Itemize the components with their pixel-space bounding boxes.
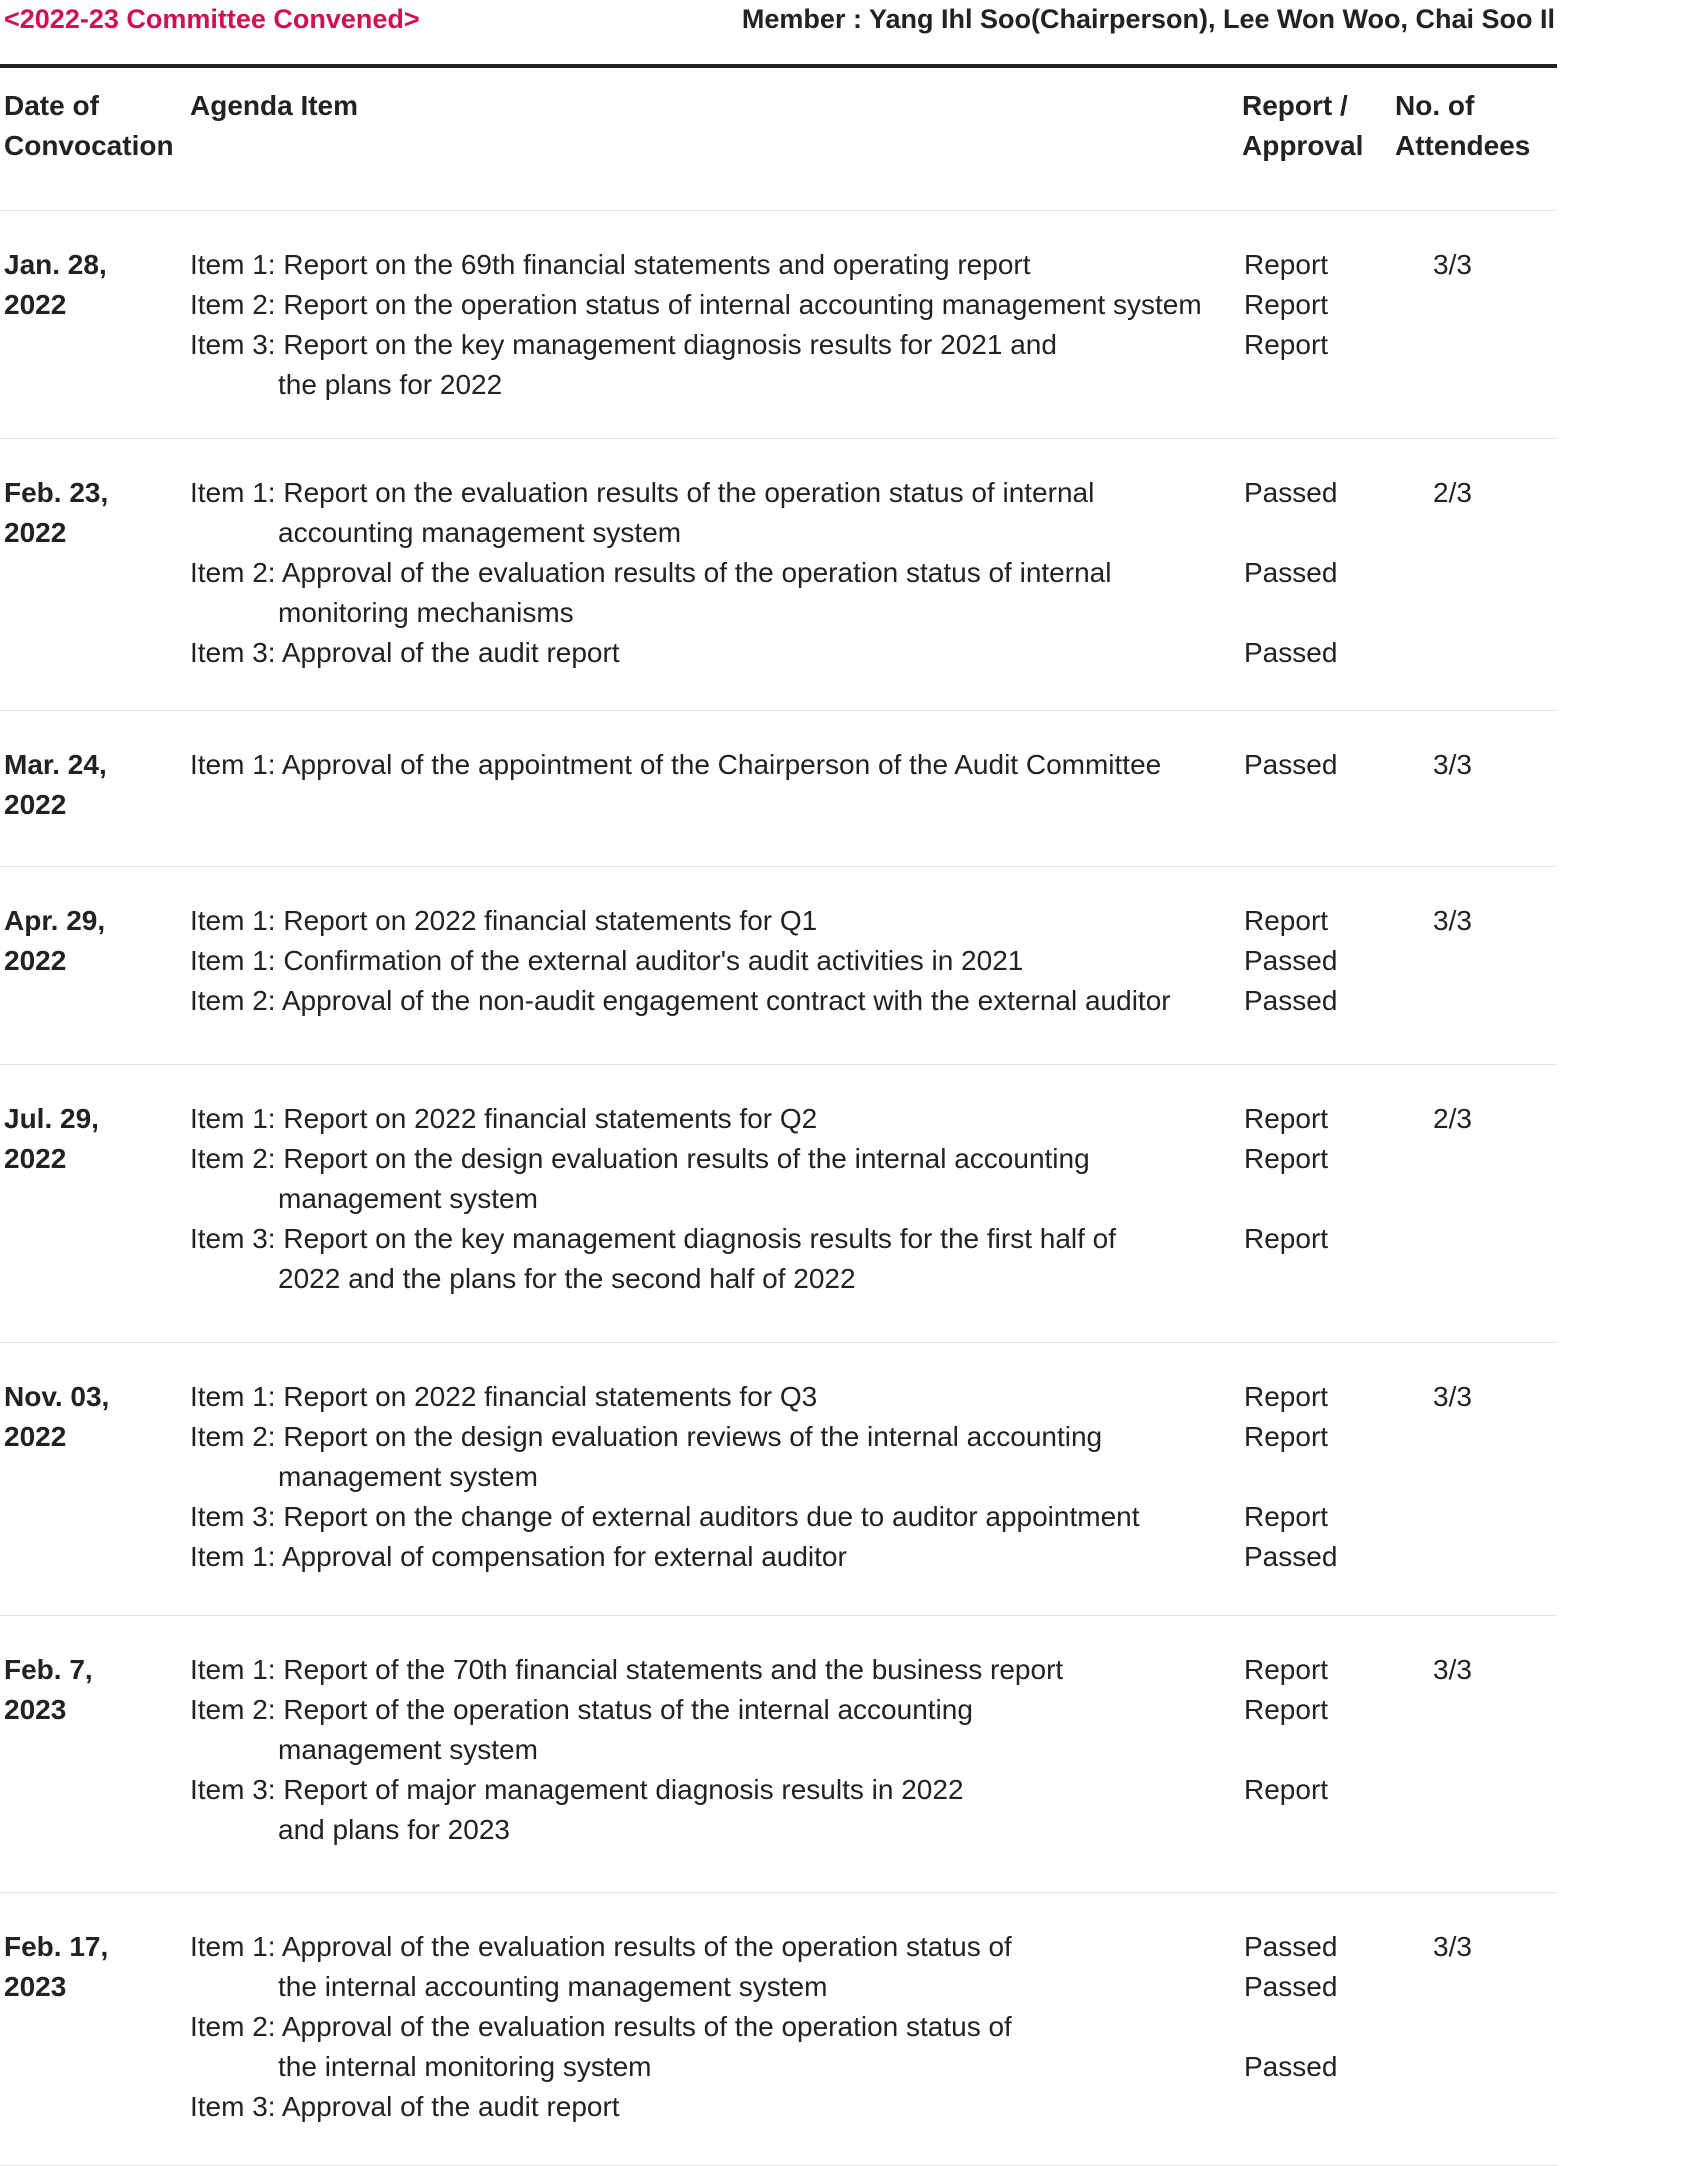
attendees bbox=[1395, 867, 1555, 941]
report-approval bbox=[1242, 1343, 1382, 1577]
convocation-date-date-line1: Feb. 7, bbox=[4, 1654, 93, 1685]
report-approval-value: Report bbox=[1244, 1654, 1329, 1685]
agenda-items bbox=[190, 867, 1220, 1021]
agenda-line: Item 1: Approval of compensation for external auditor bbox=[190, 1541, 847, 1572]
report-approval-value: Report bbox=[1244, 289, 1329, 320]
attendees bbox=[1395, 439, 1555, 513]
agenda-line: the plans for 2022 bbox=[278, 369, 503, 400]
attendees bbox=[1395, 1343, 1555, 1417]
attendees-count: 3/3 bbox=[1433, 1654, 1472, 1685]
convocation-date-date-line1: Nov. 03, bbox=[4, 1381, 110, 1412]
agenda-line: management system bbox=[278, 1461, 538, 1492]
agenda-line: Item 1: Report on the 69th financial statements and operating report bbox=[190, 249, 1031, 280]
convocation-date bbox=[4, 867, 184, 981]
attendees bbox=[1395, 1065, 1555, 1139]
report-approval-value: Passed bbox=[1244, 1931, 1338, 1962]
attendees bbox=[1395, 211, 1555, 285]
convocation-date bbox=[4, 1893, 184, 2007]
report-approval-value: Report bbox=[1244, 1421, 1329, 1452]
column-header-report bbox=[1242, 68, 1382, 166]
agenda-line: accounting management system bbox=[278, 517, 682, 548]
agenda-line: and plans for 2023 bbox=[278, 1814, 510, 1845]
table-row bbox=[0, 211, 1557, 439]
agenda-line: Item 1: Report of the 70th financial statements and the business report bbox=[190, 1654, 1064, 1685]
table-row bbox=[0, 1893, 1557, 2166]
report-approval bbox=[1242, 1893, 1382, 2087]
column-header-attendees bbox=[1395, 68, 1555, 166]
attendees-count: 3/3 bbox=[1433, 1931, 1472, 1962]
attendees-count: 2/3 bbox=[1433, 1103, 1472, 1134]
table-row bbox=[0, 867, 1557, 1065]
agenda-line: Item 1: Approval of the evaluation results of the operation status of bbox=[190, 1931, 1012, 1962]
report-approval-value: Report bbox=[1244, 1381, 1329, 1412]
attendees-count: 2/3 bbox=[1433, 477, 1472, 508]
agenda-line: Item 1: Report on the evaluation results of the operation status of internal bbox=[190, 477, 1095, 508]
report-approval-value: Passed bbox=[1244, 749, 1338, 780]
report-approval-value: Report bbox=[1244, 1223, 1329, 1254]
report-approval-value: Passed bbox=[1244, 1971, 1338, 2002]
agenda-line: monitoring mechanisms bbox=[278, 597, 574, 628]
column-headers bbox=[0, 68, 1557, 211]
report-approval bbox=[1242, 1065, 1382, 1259]
agenda-line: Item 3: Report of major management diagnosis results in 2022 bbox=[190, 1774, 964, 1805]
column-header-agenda bbox=[190, 68, 1220, 126]
agenda-line: Item 3: Report on the change of external auditors due to auditor appointment bbox=[190, 1501, 1140, 1532]
agenda-line: Item 1: Approval of the appointment of the Chairperson of the Audit Committee bbox=[190, 749, 1162, 780]
convocation-date-date-line1: Feb. 17, bbox=[4, 1931, 109, 1962]
agenda-line: Item 3: Report on the key management diagnosis results for 2021 and bbox=[190, 329, 1057, 360]
agenda-line: Item 2: Report on the design evaluation results of the internal accounting bbox=[190, 1143, 1090, 1174]
report-approval-value: Report bbox=[1244, 1694, 1329, 1725]
attendees-count: 3/3 bbox=[1433, 249, 1472, 280]
report-approval-value: Passed bbox=[1244, 2051, 1338, 2082]
report-approval-value: Passed bbox=[1244, 557, 1338, 588]
report-approval bbox=[1242, 867, 1382, 1021]
report-approval bbox=[1242, 711, 1382, 785]
convocation-date-date-line2: 2023 bbox=[4, 1694, 67, 1725]
column-header-attendees-line2: Attendees bbox=[1395, 130, 1531, 161]
convocation-date bbox=[4, 1343, 184, 1457]
report-approval bbox=[1242, 211, 1382, 365]
column-header-attendees-line1: No. of bbox=[1395, 90, 1475, 121]
table-header-bar bbox=[0, 0, 1557, 68]
column-header-agenda-label: Agenda Item bbox=[190, 90, 359, 121]
agenda-items bbox=[190, 211, 1220, 405]
table-row bbox=[0, 711, 1557, 867]
convocation-date-date-line1: Jul. 29, bbox=[4, 1103, 99, 1134]
convocation-date bbox=[4, 711, 184, 825]
report-approval-value: Report bbox=[1244, 1103, 1329, 1134]
agenda-items bbox=[190, 1065, 1220, 1299]
report-approval-value: Report bbox=[1244, 1143, 1329, 1174]
convocation-date-date-line2: 2022 bbox=[4, 789, 67, 820]
column-header-date-line1: Date of bbox=[4, 90, 99, 121]
table-row bbox=[0, 1343, 1557, 1616]
convocation-date bbox=[4, 211, 184, 325]
table-row bbox=[0, 1065, 1557, 1343]
report-approval-value: Report bbox=[1244, 329, 1329, 360]
agenda-line: Item 2: Approval of the non-audit engagement contract with the external auditor bbox=[190, 985, 1171, 1016]
agenda-line: Item 2: Report of the operation status of the internal accounting bbox=[190, 1694, 973, 1725]
report-approval bbox=[1242, 439, 1382, 673]
committee-members: Member : Yang Ihl Soo(Chairperson), Lee Won Woo, Chai Soo Il bbox=[741, 4, 1555, 34]
agenda-line: Item 1: Report on 2022 financial statements for Q1 bbox=[190, 905, 818, 936]
table-row bbox=[0, 439, 1557, 711]
agenda-line: Item 2: Report on the design evaluation reviews of the internal accounting bbox=[190, 1421, 1103, 1452]
convocation-date-date-line1: Mar. 24, bbox=[4, 749, 107, 780]
report-approval-value: Report bbox=[1244, 905, 1329, 936]
agenda-items bbox=[190, 1343, 1220, 1577]
agenda-line: Item 1: Confirmation of the external auditor's audit activities in 2021 bbox=[190, 945, 1024, 976]
convocation-date-date-line2: 2022 bbox=[4, 1143, 67, 1174]
agenda-line: Item 3: Report on the key management diagnosis results for the first half of bbox=[190, 1223, 1117, 1254]
column-header-report-line1: Report / bbox=[1242, 90, 1348, 121]
column-header-date bbox=[4, 68, 184, 166]
agenda-line: 2022 and the plans for the second half of 2022 bbox=[278, 1263, 856, 1294]
report-approval-value: Report bbox=[1244, 1774, 1329, 1805]
report-approval-value: Report bbox=[1244, 1501, 1329, 1532]
report-approval-value: Passed bbox=[1244, 945, 1338, 976]
agenda-line: Item 2: Report on the operation status of internal accounting management system bbox=[190, 289, 1202, 320]
agenda-items bbox=[190, 711, 1220, 785]
agenda-line: the internal accounting management system bbox=[278, 1971, 828, 2002]
attendees-count: 3/3 bbox=[1433, 749, 1472, 780]
report-approval-value: Passed bbox=[1244, 1541, 1338, 1572]
report-approval bbox=[1242, 1616, 1382, 1810]
agenda-line: Item 1: Report on 2022 financial statements for Q3 bbox=[190, 1381, 818, 1412]
report-approval-value: Report bbox=[1244, 249, 1329, 280]
attendees-count: 3/3 bbox=[1433, 1381, 1472, 1412]
report-approval-value: Passed bbox=[1244, 985, 1338, 1016]
convocation-date bbox=[4, 1065, 184, 1179]
convocation-date-date-line2: 2022 bbox=[4, 289, 67, 320]
convocation-date-date-line2: 2023 bbox=[4, 1971, 67, 2002]
attendees-count: 3/3 bbox=[1433, 905, 1472, 936]
agenda-line: Item 1: Report on 2022 financial statements for Q2 bbox=[190, 1103, 818, 1134]
table-body bbox=[0, 211, 1557, 2166]
agenda-items bbox=[190, 439, 1220, 673]
convocation-date bbox=[4, 1616, 184, 1730]
report-approval-value: Passed bbox=[1244, 637, 1338, 668]
agenda-line: Item 2: Approval of the evaluation results of the operation status of internal bbox=[190, 557, 1112, 588]
table-row bbox=[0, 1616, 1557, 1893]
agenda-line: Item 3: Approval of the audit report bbox=[190, 2091, 620, 2122]
attendees bbox=[1395, 1616, 1555, 1690]
agenda-line: Item 3: Approval of the audit report bbox=[190, 637, 620, 668]
agenda-line: management system bbox=[278, 1183, 538, 1214]
convocation-date-date-line2: 2022 bbox=[4, 517, 67, 548]
convocation-date bbox=[4, 439, 184, 553]
convocation-date-date-line2: 2022 bbox=[4, 1421, 67, 1452]
convocation-date-date-line1: Jan. 28, bbox=[4, 249, 107, 280]
agenda-items bbox=[190, 1893, 1220, 2127]
committee-title: <2022-23 Committee Convened> bbox=[4, 4, 420, 34]
column-header-report-line2: Approval bbox=[1242, 130, 1364, 161]
convocation-date-date-line1: Feb. 23, bbox=[4, 477, 109, 508]
convocation-date-date-line2: 2022 bbox=[4, 945, 67, 976]
agenda-line: management system bbox=[278, 1734, 538, 1765]
agenda-items bbox=[190, 1616, 1220, 1850]
column-header-date-line2: Convocation bbox=[4, 130, 174, 161]
report-approval-value: Passed bbox=[1244, 477, 1338, 508]
attendees bbox=[1395, 1893, 1555, 1967]
convocation-date-date-line1: Apr. 29, bbox=[4, 905, 106, 936]
attendees bbox=[1395, 711, 1555, 785]
agenda-line: Item 2: Approval of the evaluation results of the operation status of bbox=[190, 2011, 1012, 2042]
agenda-line: the internal monitoring system bbox=[278, 2051, 652, 2082]
